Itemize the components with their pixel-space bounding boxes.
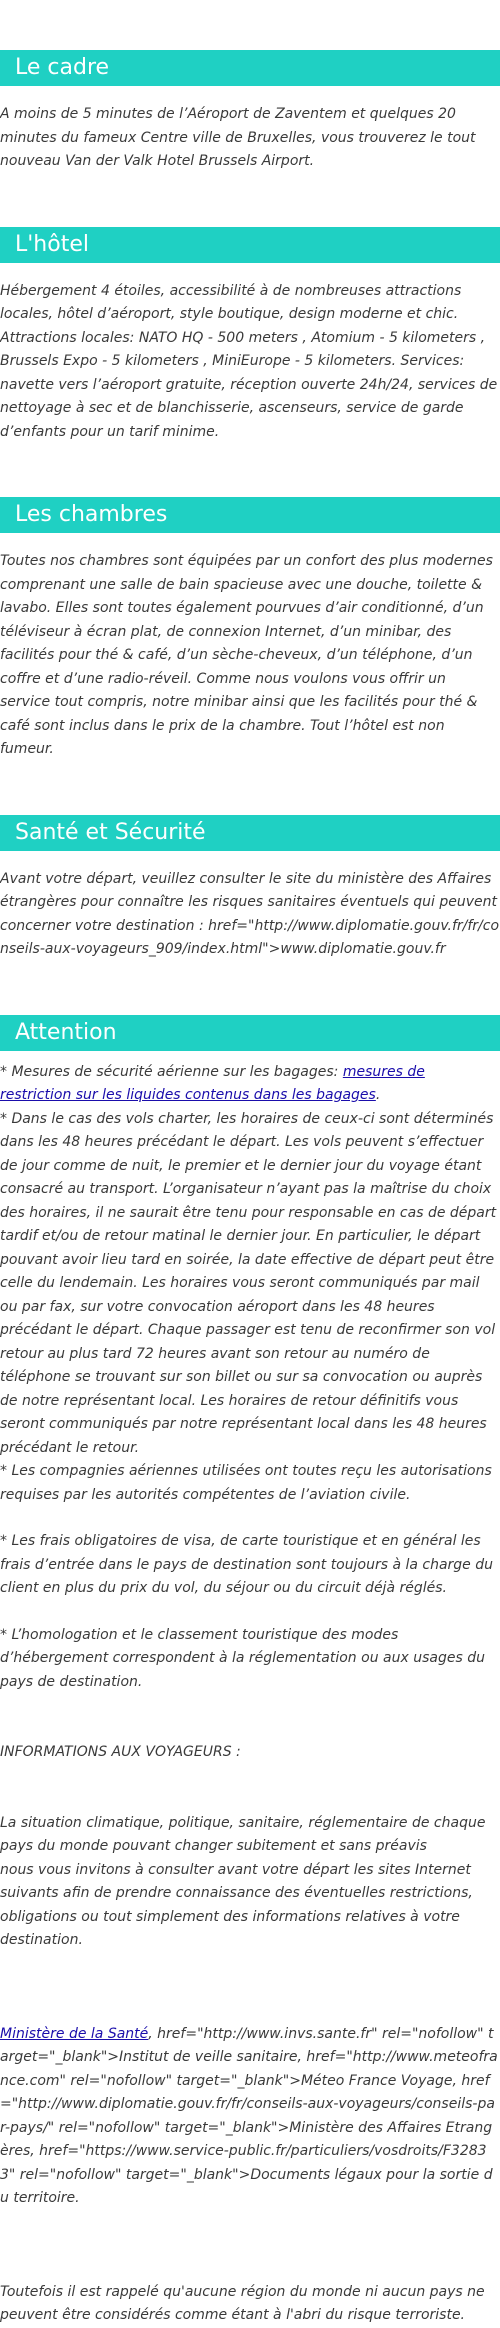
situation-line-2: nous vous invitons à consulter avant votre départ les sites Internet suivants afin de prendre connaissance des éventuelles restrictions, obligations ou tout simplement des informations relatives à votre destination. (0, 1861, 473, 1948)
frais-text: * Les frais obligatoires de visa, de carte touristique et en général les frais d’entrée dans le pays de destination sont toujours à la charge du client en plus du prix du vol, du séjour ou du circuit déjà réglés. (0, 1533, 494, 1596)
securite-restrictions-link[interactable]: mesures de restriction sur les liquides contenus dans les bagages (0, 1063, 425, 1103)
sante-text: Avant votre départ, veuillez consulter le site du ministère des Affaires étrangères pour connaître les risques sanitaires éventuels qui peuvent concerner votre destination : href="http://www.diplomatie.gouv.fr/fr/conseils-aux-voyageurs_909/index.html">www.diplomatie.gouv.fr (0, 870, 500, 957)
infos-voyageurs-heading: INFORMATIONS AUX VOYAGEURS : (0, 1744, 241, 1760)
section-title-cadre: Le cadre (0, 50, 500, 86)
sites-text: , href="http://www.invs.sante.fr" rel="nofollow" target="_blank">Institut de veille sanitaire, href="http://www.meteofrance.com" rel="nofollow" target="_blank">Méteo France Voyage, href="http://www.diplomatie.gouv.fr/fr/conseils-aux-voyageurs/conseils-par-pays/" rel="nofollow" target="_blank">Ministère des Affaires Etrangères, href="https://www.service-public.fr/particuliers/vosdroits/F32833" rel="nofollow" target="_blank">Documents légaux pour la sortie du territoire. (0, 2025, 498, 2206)
compagnies-text: * Les compagnies aériennes utilisées ont toutes reçu les autorisations requises par les autorités compétentes de l’aviation civile. (0, 1463, 492, 1503)
chambres-text: Toutes nos chambres sont équipées par un confort des plus modernes comprenant une salle de bain spacieuse avec une douche, toilette & lavabo. Elles sont toutes également pourvues d’air conditionné, d’un téléviseur à écran plat, de connexion Internet, d’un minibar, des facilités pour thé & café, d’un sèche-cheveux, d’un téléphone, d’un coffre et d’une radio-réveil. Comme nous voulons vous offrir un service tout compris, notre minibar ainsi que les facilités pour thé & café sont inclus dans le prix de la chambre. Tout l’hôtel est non fumeur. (0, 553, 493, 757)
situation-line-1: La situation climatique, politique, sanitaire, réglementaire de chaque pays du monde pouvant changer subitement et sans préavis (0, 1814, 486, 1854)
hotel-text: Hébergement 4 étoiles, accessibilité à de nombreuses attractions locales, hôtel d’aéroport, style boutique, design moderne et chic. Attractions locales: NATO HQ - 500 meters , Atomium - 5 kilometers , Brussels Expo - 5 kilometers , MiniEurope - 5 kilometers. Services: navette vers l’aéroport gratuite, réception ouverte 24h/24, services de nettoyage à sec et de blanchisserie, ascenseurs, service de garde d’enfants pour un tarif minime. (0, 282, 498, 440)
homologation-text: * L’homologation et le classement touristique des modes d’hébergement correspondent à la réglementation ou aux usages du pays de destination. (0, 1626, 485, 1690)
cadre-text: A moins de 5 minutes de l’Aéroport de Zaventem et quelques 20 minutes du fameux Centre ville de Bruxelles, vous trouverez le tout nouveau Van der Valk Hotel Brussels Airport. (0, 106, 476, 169)
terrorisme-text: Toutefois il est rappelé qu'aucune région du monde ni aucun pays ne peuvent être considérés comme étant à l'abri du risque terroriste. (0, 2283, 485, 2323)
securite-prefix: * Mesures de sécurité aérienne sur les bagages: (0, 1063, 343, 1080)
section-title-attention: Attention (0, 1015, 500, 1051)
section-title-hotel: L'hôtel (0, 227, 500, 263)
section-title-chambres: Les chambres (0, 497, 500, 533)
securite-paragraph (0, 1061, 500, 1108)
ministere-sante-link[interactable]: Ministère de la Santé (0, 2025, 149, 2042)
securite-suffix: . (375, 1087, 381, 1103)
charter-text: * Dans le cas des vols charter, les horaires de ceux-ci sont déterminés dans les 48 heures précédant le départ. Les vols peuvent s’effectuer de jour comme de nuit, le premier et le dernier jour du voyage étant consacré au transport. L’organisateur n’ayant pas la maîtrise du choix des horaires, il ne saurait être tenu pour responsable en cas de départ tardif et/ou de retour matinal le dernier jour. En particulier, le départ pouvant avoir lieu tard en soirée, la date effective de départ peut être celle du lendemain. Les horaires vous seront communiqués par mail ou par fax, sur votre convocation aéroport dans les 48 heures précédant le départ. Chaque passager est tenu de reconfirmer son vol retour au plus tard 72 heures avant son retour au numéro de téléphone se trouvant sur son billet ou sur sa convocation ou auprès de notre représentant local. Les horaires de retour définitifs vous seront communiqués par notre représentant local dans les 48 heures précédant le retour. (0, 1110, 497, 1456)
section-title-sante: Santé et Sécurité (0, 815, 500, 851)
sites-paragraph (0, 2023, 500, 2211)
